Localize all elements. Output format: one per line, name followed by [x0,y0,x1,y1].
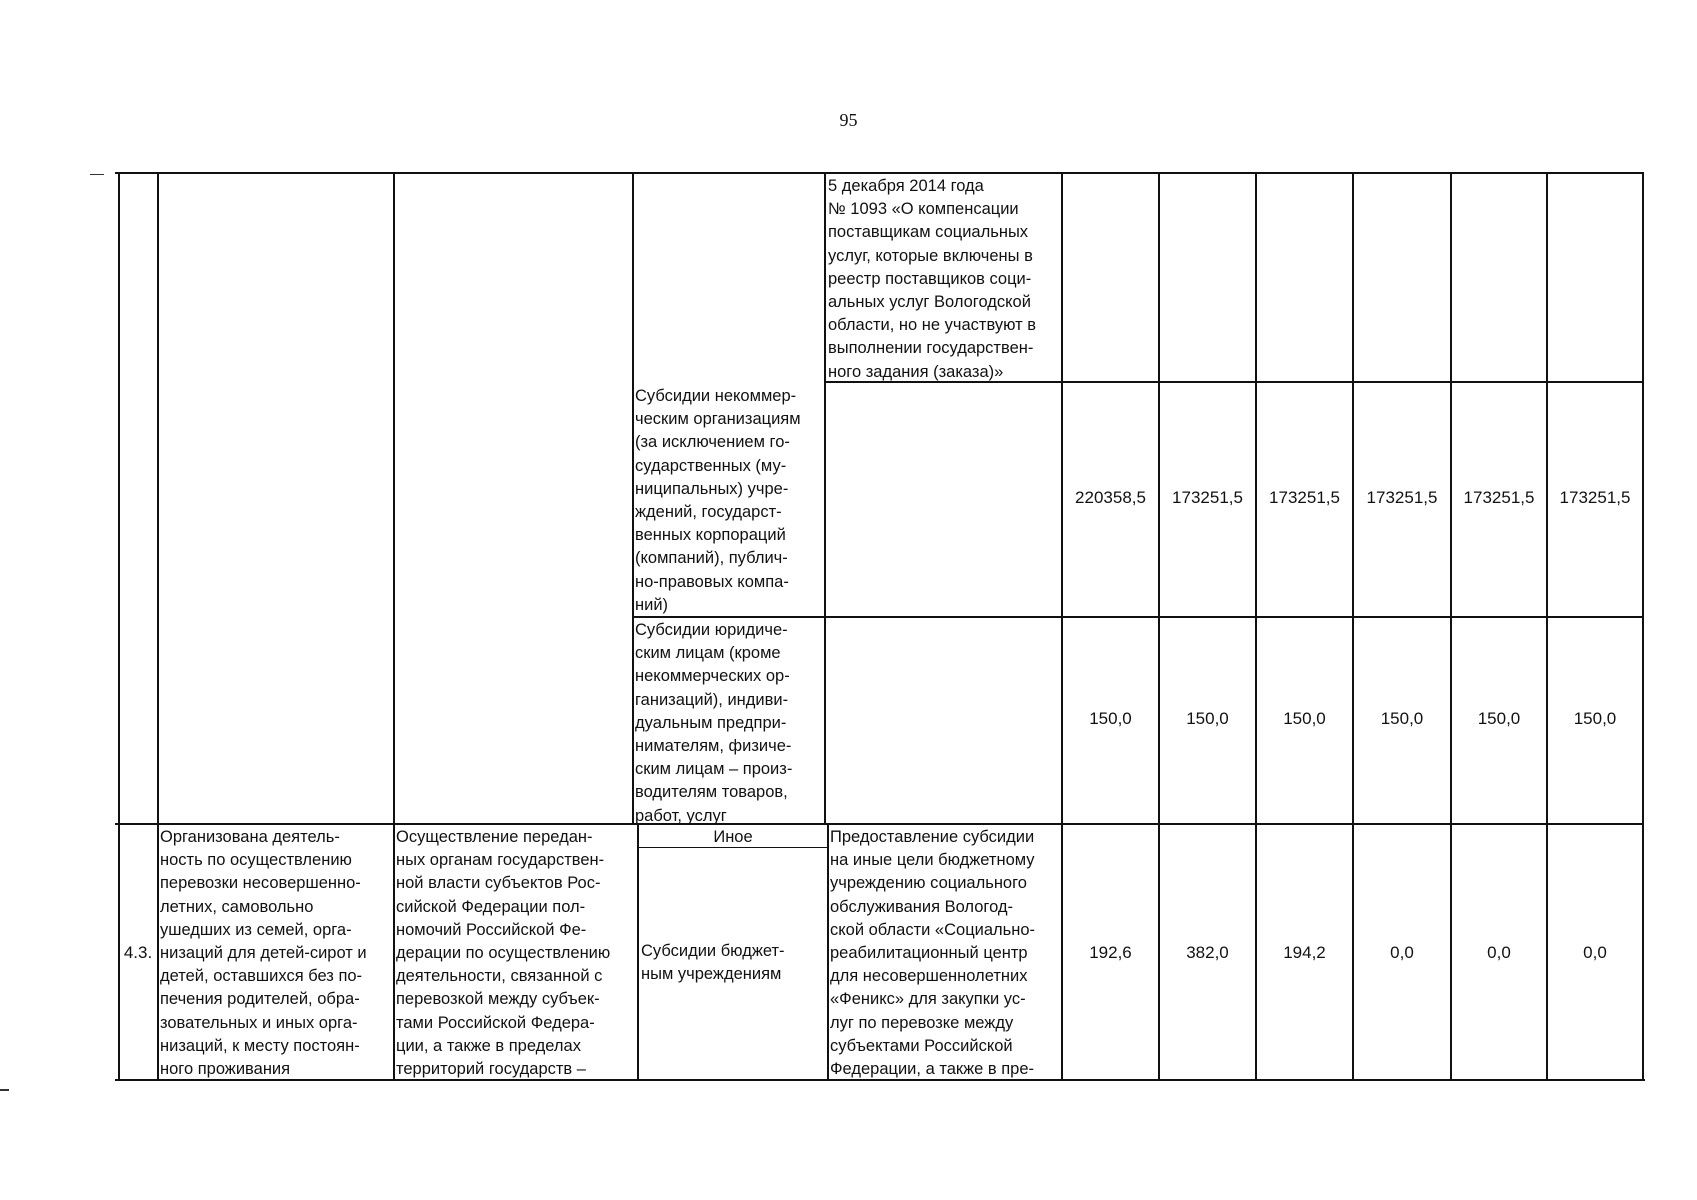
value-cell: 382,0 [1186,943,1229,962]
col-line [632,172,634,823]
value-cell: 150,0 [1186,709,1229,728]
result-text: Организована деятель- ность по осуществлению перевозки несовершенно- летних, самовольно ушедших из семей, орга- низаций для детей-сирот и детей, оставшихся без по- печения родителей, обра- зовательных и иных орга- низаций, к месту постоян- ного проживания [160,828,367,1079]
value-cell: 0,0 [1390,943,1414,962]
value-cell: 150,0 [1089,709,1132,728]
funding-type-budget: Субсидии бюджет- ным учреждениям [641,942,785,984]
value-cell: 192,6 [1089,943,1132,962]
col-line [827,823,829,1081]
description-text: Предоставление субсидии на иные цели бюджетному учреждению социального обслуживания Вологод- ской области «Социально- реабилитационный центр для несовершеннолетних «Феникс» для закупки ус- луг по перевозке между субъектами Российской Федерации, а также в пре- [830,828,1036,1079]
funding-type-legal-entities: Субсидии юридиче- ским лицам (кроме некоммерческих ор- ганизаций), индиви- дуальным предпри- нимателям, физиче- ским лицам – произ- водителям товаров, работ, услуг [635,621,793,823]
value-cell: 0,0 [1583,943,1607,962]
value-cell: 173251,5 [1172,488,1243,507]
type-header: Иное [713,828,753,846]
row-divider [634,616,1643,618]
value-cell: 150,0 [1283,709,1326,728]
value-cell: 0,0 [1487,943,1511,962]
col-line [1642,172,1644,1081]
value-cell: 173251,5 [1269,488,1340,507]
value-cell: 150,0 [1477,709,1521,728]
row-index: 4.3. [123,943,153,962]
page-number: 95 [839,110,858,130]
value-cell: 220358,5 [1075,488,1146,507]
activity-text: Осуществление передан- ных органам государствен- ной власти субъектов Рос- сийской Федерации пол- номочий Российской Фе- дерации по осуществлению деятельности, связанной с перевозкой между субъек- тами Российской Федера- ции, а также в пределах территорий государств – [396,828,611,1079]
table-border-top [115,172,1643,174]
value-cell: 173251,5 [1463,488,1535,507]
col-line [824,172,826,823]
row-divider [826,381,1643,383]
scan-edge-mark [0,1089,9,1091]
scan-edge-mark [90,174,104,175]
value-cell: 150,0 [1573,709,1617,728]
row-divider [115,823,1643,825]
table-border-bottom [115,1079,1645,1081]
value-cell: 194,2 [1283,943,1326,962]
funding-type-noncommercial: Субсидии некоммер- ческим организациям (за исключением го- сударственных (му- ниципальных) учре- ждений, государст- венных корпораций (компаний), публич- но-правовых компа- ний) [635,387,801,614]
col-line [157,172,159,1081]
col-line [637,823,639,1081]
col-line [393,172,395,1081]
value-cell: 173251,5 [1366,488,1438,507]
value-cell: 173251,5 [1559,488,1631,507]
value-cell: 150,0 [1380,709,1424,728]
legal-basis-text: 5 декабря 2014 года № 1093 «О компенсации поставщикам социальных услуг, которые включены в реестр поставщиков соци- альных услуг Вологодской области, но не участвуют в выполнении государствен- ного задания (заказа)» [828,177,1037,381]
